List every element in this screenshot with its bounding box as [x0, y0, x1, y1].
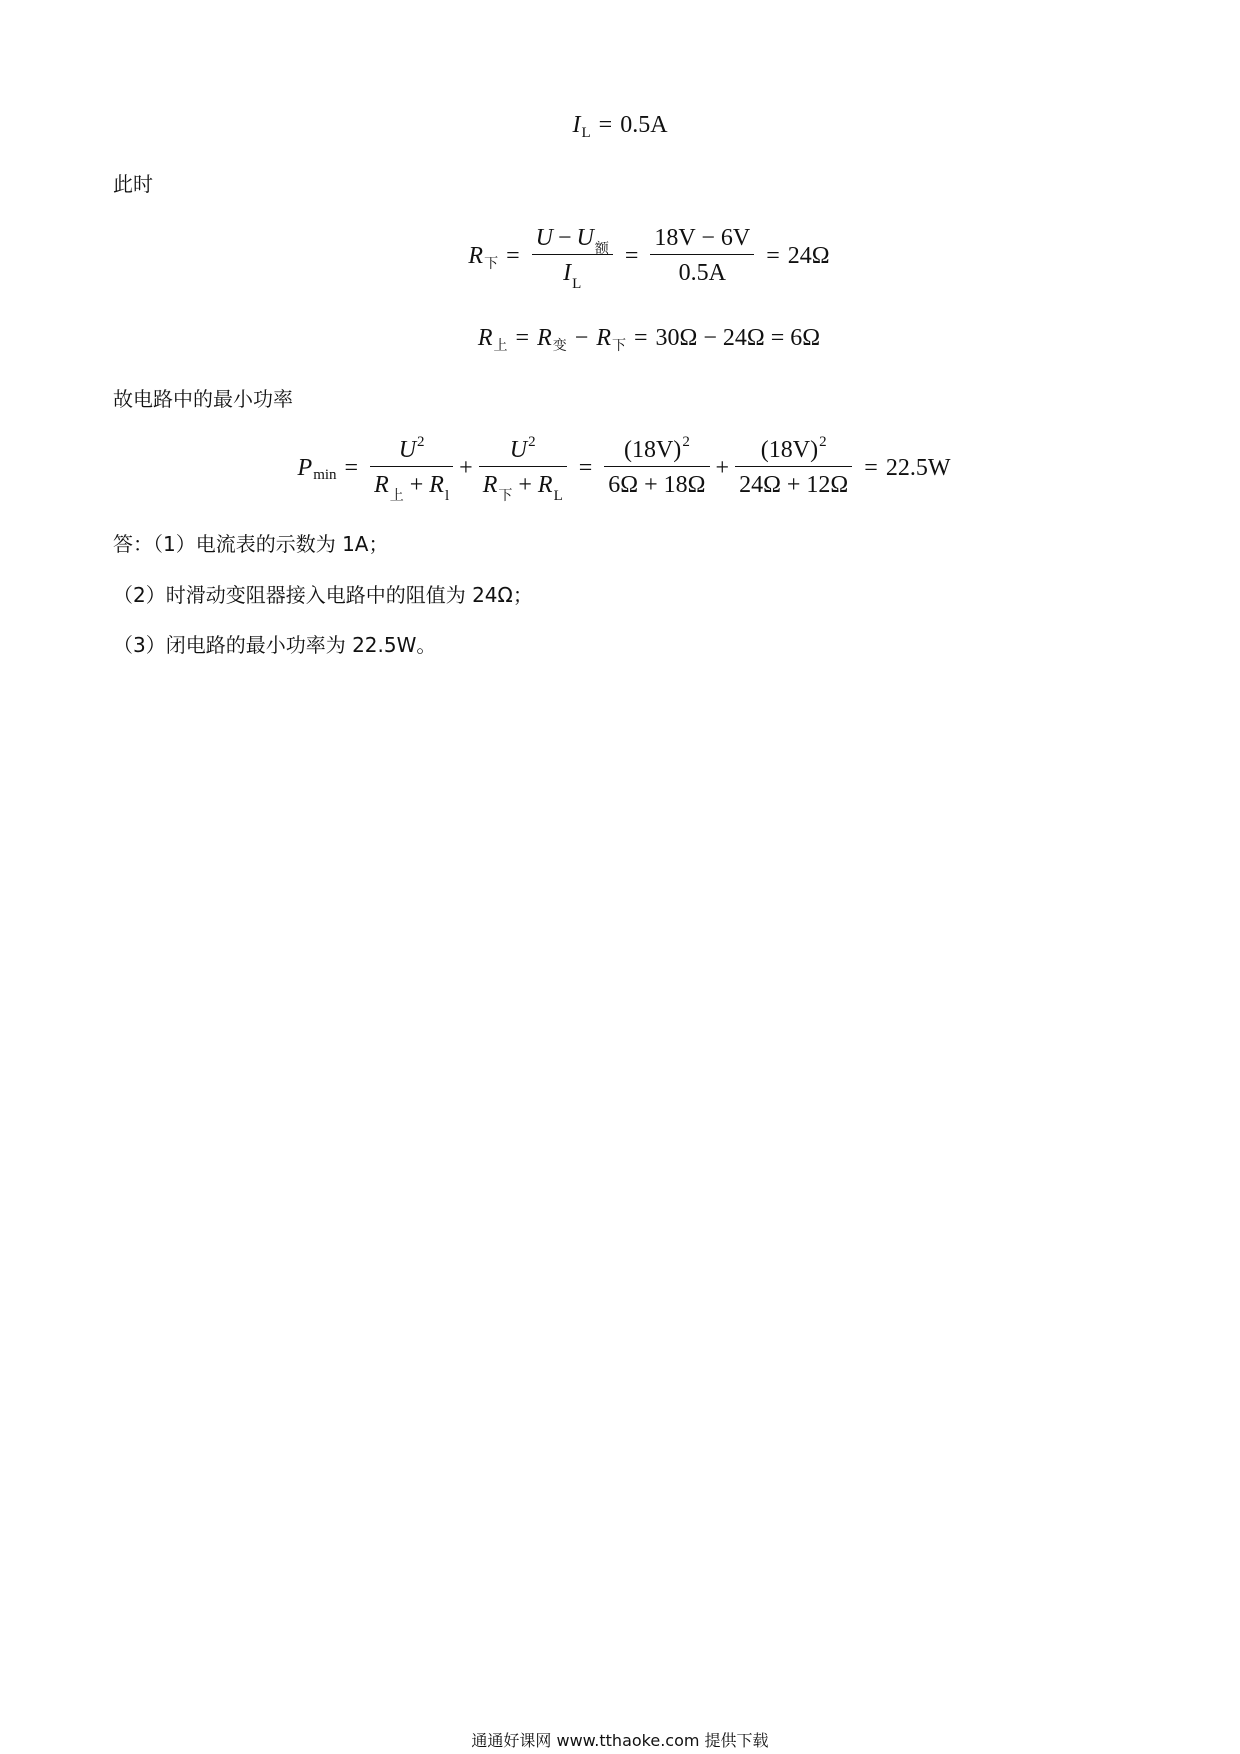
eq2-f1-num-b-sub: 额 — [594, 241, 609, 257]
eq2-equals-2: = — [624, 242, 639, 269]
equation-current-lamp — [0, 112, 1240, 141]
eq4-f2-num-sup: 2 — [528, 434, 536, 450]
eq4-f1-den-b: R — [429, 472, 444, 498]
eq4-f1-den-op: + — [409, 472, 424, 498]
eq2-f1-num-b: U — [576, 225, 594, 251]
text-cishi: 此时 — [113, 172, 153, 196]
eq3-c-var: R — [596, 325, 611, 351]
answer-line-2: （2）时滑动变阻器接入电路中的阻值为 24Ω； — [113, 583, 533, 607]
eq3-b-var: R — [537, 325, 552, 351]
eq1-var: I — [572, 112, 581, 138]
eq3-a-var: R — [477, 325, 493, 351]
eq4-f4-den: 24Ω + 12Ω — [739, 472, 849, 498]
eq4-f2-den-b: R — [537, 472, 553, 498]
eq2-f1-num-a: U — [535, 225, 553, 251]
eq2-equals-3: = — [766, 242, 780, 269]
eq4-f1-den-b-sub: l — [444, 488, 450, 504]
eq4-rhs: 22.5W — [885, 454, 951, 481]
equation-resistance-upper — [0, 325, 1240, 354]
eq3-c-sub: 下 — [611, 338, 626, 354]
equation-resistance-lower — [0, 225, 1240, 292]
eq4-f4-num: (18V) — [760, 437, 819, 463]
eq2-lhs-sub: 下 — [484, 255, 499, 272]
eq4-f1-den-a: R — [374, 472, 389, 498]
eq4-fraction-4 — [735, 434, 852, 498]
eq3-minus: − — [574, 325, 589, 351]
eq3-equals-2: = — [633, 325, 648, 351]
eq4-f2-den-b-sub: L — [553, 488, 563, 504]
eq2-f1-den-var: I — [563, 260, 572, 286]
eq1-rhs: 0.5A — [620, 112, 668, 138]
eq2-f1-num-op: − — [557, 225, 572, 251]
eq1-sub: L — [581, 124, 591, 141]
eq4-lhs-sub: min — [313, 467, 337, 483]
eq4-plus-2: + — [715, 454, 730, 481]
eq4-equals-1: = — [344, 454, 359, 481]
eq4-fraction-3 — [604, 434, 709, 498]
eq4-equals-3: = — [864, 454, 878, 481]
eq1-equals: = — [598, 112, 613, 138]
eq4-lhs-var: P — [297, 454, 313, 481]
eq4-f4-num-sup: 2 — [819, 434, 827, 450]
eq4-fraction-1 — [370, 434, 453, 504]
eq3-b-sub: 变 — [552, 338, 567, 354]
eq4-f2-den-op: + — [518, 472, 532, 498]
eq2-f2-num: 18V − 6V — [654, 225, 751, 251]
eq2-f1-den-sub: L — [572, 276, 582, 292]
eq3-equals-1: = — [515, 325, 530, 351]
eq4-f3-den: 6Ω + 18Ω — [608, 472, 706, 498]
eq4-f2-num-var: U — [509, 437, 528, 463]
eq4-f2-den-a-sub: 下 — [498, 488, 513, 504]
text-min-power: 故电路中的最小功率 — [113, 387, 293, 411]
eq2-rhs: 24Ω — [787, 242, 830, 269]
eq2-lhs-var: R — [468, 242, 484, 269]
eq4-plus-1: + — [459, 454, 473, 481]
eq2-f2-den: 0.5A — [678, 260, 726, 286]
answer-line-1: 答：（1）电流表的示数为 1A； — [113, 532, 389, 556]
eq2-fraction-1 — [532, 225, 613, 292]
eq3-rhs: 30Ω − 24Ω = 6Ω — [655, 325, 821, 351]
eq2-fraction-2 — [650, 226, 754, 285]
eq4-fraction-2 — [479, 434, 567, 504]
page-footer: 通通好课网 www.tthaoke.com 提供下载 — [471, 1731, 769, 1750]
equation-min-power — [0, 434, 1240, 504]
answer-line-3: （3）闭电路的最小功率为 22.5W。 — [113, 633, 437, 657]
eq4-equals-2: = — [578, 454, 593, 481]
eq4-f2-den-a: R — [482, 472, 498, 498]
eq4-f1-num-var: U — [398, 437, 417, 463]
eq3-a-sub: 上 — [493, 338, 508, 354]
eq4-f3-num-sup: 2 — [682, 434, 690, 450]
eq4-f1-den-a-sub: 上 — [389, 488, 404, 504]
eq4-f1-num-sup: 2 — [417, 434, 425, 450]
eq2-equals-1: = — [506, 242, 520, 269]
eq4-f3-num: (18V) — [623, 437, 682, 463]
